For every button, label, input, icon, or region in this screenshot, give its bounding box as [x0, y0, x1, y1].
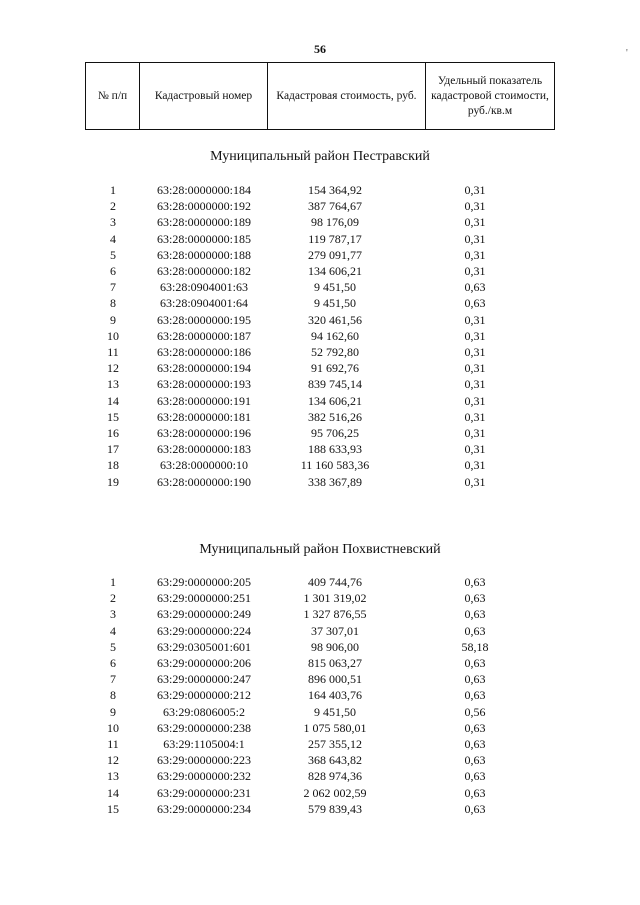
header-number: № п/п [86, 63, 140, 130]
specific-indicator: 58,18 [461, 639, 489, 654]
table-row [0, 425, 640, 441]
cadastral-number: 63:29:0000000:238 [156, 720, 251, 735]
cadastral-cost: 279 091,77 [308, 247, 362, 262]
cadastral-cost: 1 301 319,02 [303, 591, 367, 606]
cadastral-number: 63:29:0000000:251 [156, 591, 251, 606]
row-number: 4 [110, 623, 116, 638]
specific-indicator: 0,31 [464, 328, 486, 343]
cadastral-cost: 9 451,50 [314, 280, 356, 295]
table-row [0, 752, 640, 768]
table-row [0, 344, 640, 360]
specific-indicator: 0,31 [464, 409, 486, 424]
row-number: 13 [107, 769, 119, 784]
specific-indicator: 0,31 [464, 312, 486, 327]
row-number: 2 [110, 199, 116, 214]
row-number: 1 [110, 575, 116, 589]
specific-indicator: 0,31 [464, 377, 486, 392]
cadastral-cost: 839 745,14 [308, 377, 362, 392]
cadastral-cost: 828 974,36 [308, 769, 362, 784]
row-number: 8 [110, 688, 116, 703]
cadastral-number: 63:29:0000000:206 [156, 656, 251, 670]
specific-indicator: 0,63 [464, 801, 486, 816]
cadastral-cost: 1 075 580,01 [303, 720, 367, 735]
specific-indicator: 0,56 [464, 704, 486, 719]
row-number: 5 [110, 247, 116, 262]
row-number: 10 [107, 328, 119, 343]
cadastral-number: 63:29:0000000:212 [156, 688, 251, 703]
specific-indicator: 0,31 [464, 215, 486, 230]
cadastral-number: 63:28:0000000:181 [156, 409, 251, 424]
table-row [0, 441, 640, 457]
cadastral-cost: 134 606,21 [308, 393, 362, 408]
cadastral-number: 63:28:0000000:185 [156, 231, 251, 246]
column-header-table [85, 62, 555, 130]
cadastral-number: 63:28:0000000:183 [156, 442, 251, 457]
row-number: 14 [107, 785, 119, 800]
specific-indicator: 0,63 [464, 280, 486, 295]
cadastral-number: 63:29:0000000:205 [156, 575, 251, 589]
cadastral-cost: 1 327 876,55 [303, 607, 367, 622]
table-row [0, 671, 640, 687]
specific-indicator: 0,63 [464, 753, 486, 768]
row-number: 7 [110, 672, 116, 687]
specific-indicator: 0,63 [464, 575, 486, 589]
table-row [0, 376, 640, 392]
cadastral-number: 63:29:0000000:232 [156, 769, 251, 784]
cadastral-number: 63:28:0904001:63 [159, 280, 248, 295]
table-row [0, 704, 640, 720]
specific-indicator: 0,63 [464, 688, 486, 703]
cadastral-cost: 896 000,51 [308, 672, 362, 687]
cadastral-cost: 9 451,50 [314, 296, 356, 311]
table-row [0, 574, 640, 590]
table-row [0, 295, 640, 311]
specific-indicator: 0,31 [464, 231, 486, 246]
cadastral-cost: 52 792,80 [311, 345, 359, 359]
margin-mark: ' [626, 48, 628, 59]
header-cadastral-number: Кадастровый номер [140, 63, 268, 130]
cadastral-cost: 91 692,76 [311, 361, 359, 376]
row-number: 17 [107, 442, 119, 457]
cadastral-cost: 257 355,12 [308, 737, 362, 751]
table-row [0, 279, 640, 295]
row-number: 9 [110, 704, 116, 719]
specific-indicator: 0,63 [464, 769, 486, 784]
cadastral-number: 63:29:0000000:247 [156, 672, 251, 687]
table-row [0, 655, 640, 671]
specific-indicator: 0,31 [464, 426, 486, 440]
cadastral-number: 63:28:0000000:194 [156, 361, 251, 376]
row-number: 11 [107, 345, 119, 359]
table-row [0, 639, 640, 655]
table-row [0, 312, 640, 328]
cadastral-number: 63:29:0000000:234 [156, 801, 251, 816]
cadastral-cost: 154 364,92 [308, 183, 362, 197]
cadastral-number: 63:29:1105004:1 [163, 737, 245, 751]
table-row [0, 214, 640, 230]
row-number: 5 [110, 639, 116, 654]
cadastral-cost: 164 403,76 [308, 688, 362, 703]
table-row [0, 198, 640, 214]
cadastral-number: 63:28:0000000:184 [156, 183, 251, 197]
table-row [0, 457, 640, 473]
cadastral-number: 63:28:0904001:64 [159, 296, 248, 311]
table-row [0, 328, 640, 344]
cadastral-cost: 119 787,17 [308, 231, 362, 246]
row-number: 2 [110, 591, 116, 606]
table-row [0, 231, 640, 247]
cadastral-cost: 382 516,26 [308, 409, 362, 424]
cadastral-number: 63:28:0000000:191 [156, 393, 251, 408]
table-row [0, 623, 640, 639]
row-number: 8 [110, 296, 116, 311]
cadastral-cost: 2 062 002,59 [303, 785, 367, 800]
cadastral-cost: 579 839,43 [308, 801, 362, 816]
table-row [0, 182, 640, 198]
cadastral-number: 63:28:0000000:186 [156, 345, 251, 359]
specific-indicator: 0,31 [464, 264, 486, 278]
table-row [0, 247, 640, 263]
specific-indicator: 0,31 [464, 474, 486, 489]
cadastral-cost: 338 367,89 [308, 474, 362, 489]
cadastral-number: 63:28:0000000:187 [156, 328, 251, 343]
specific-indicator: 0,31 [464, 183, 486, 197]
specific-indicator: 0,31 [464, 199, 486, 214]
row-number: 9 [110, 312, 116, 327]
specific-indicator: 0,63 [464, 591, 486, 606]
table-row [0, 736, 640, 752]
cadastral-number: 63:28:0000000:188 [156, 247, 251, 262]
cadastral-number: 63:28:0000000:192 [156, 199, 251, 214]
cadastral-cost: 95 706,25 [311, 426, 359, 440]
cadastral-number: 63:29:0000000:231 [156, 785, 251, 800]
specific-indicator: 0,63 [464, 296, 486, 311]
specific-indicator: 0,63 [464, 672, 486, 687]
table-row [0, 720, 640, 736]
table-row [0, 409, 640, 425]
header-cadastral-cost: Кадастровая стоимость, руб. [268, 63, 426, 130]
row-number: 3 [110, 215, 116, 230]
cadastral-cost: 815 063,27 [308, 656, 362, 670]
table-row [0, 606, 640, 622]
cadastral-cost: 134 606,21 [308, 264, 362, 278]
row-number: 18 [107, 458, 119, 473]
row-number: 11 [107, 737, 119, 751]
row-number: 1 [110, 183, 116, 197]
table-row [0, 590, 640, 606]
specific-indicator: 0,31 [464, 345, 486, 359]
row-number: 12 [107, 753, 119, 768]
row-number: 4 [110, 231, 116, 246]
cadastral-cost: 320 461,56 [308, 312, 362, 327]
specific-indicator: 0,31 [464, 361, 486, 376]
specific-indicator: 0,63 [464, 656, 486, 670]
specific-indicator: 0,31 [464, 458, 486, 473]
page-number: 56 [314, 42, 326, 56]
row-number: 15 [107, 409, 119, 424]
row-number: 12 [107, 361, 119, 376]
table-row [0, 360, 640, 376]
row-number: 3 [110, 607, 116, 622]
cadastral-number: 63:29:0000000:223 [156, 753, 251, 768]
cadastral-cost: 9 451,50 [314, 704, 356, 719]
specific-indicator: 0,63 [464, 623, 486, 638]
specific-indicator: 0,31 [464, 393, 486, 408]
specific-indicator: 0,63 [464, 720, 486, 735]
specific-indicator: 0,31 [464, 442, 486, 457]
row-number: 15 [107, 801, 119, 816]
cadastral-number: 63:28:0000000:189 [156, 215, 251, 230]
cadastral-number: 63:28:0000000:10 [159, 458, 248, 473]
row-number: 10 [107, 720, 119, 735]
cadastral-cost: 98 906,00 [311, 639, 359, 654]
table-row [0, 801, 640, 817]
table-row [0, 768, 640, 784]
cadastral-cost: 11 160 583,36 [300, 458, 370, 473]
cadastral-number: 63:29:0000000:249 [156, 607, 251, 622]
specific-indicator: 0,63 [464, 607, 486, 622]
table-row [0, 687, 640, 703]
cadastral-cost: 98 176,09 [311, 215, 359, 230]
row-number: 13 [107, 377, 119, 392]
cadastral-number: 63:29:0806005:2 [162, 704, 245, 719]
cadastral-number: 63:28:0000000:193 [156, 377, 251, 392]
cadastral-number: 63:29:0305001:601 [156, 639, 251, 654]
section-title: Муниципальный район Пестравский [210, 149, 430, 164]
table-row [0, 263, 640, 279]
cadastral-number: 63:28:0000000:182 [156, 264, 251, 278]
cadastral-number: 63:29:0000000:224 [156, 623, 251, 638]
cadastral-cost: 188 633,93 [308, 442, 362, 457]
cadastral-number: 63:28:0000000:190 [156, 474, 251, 489]
row-number: 16 [107, 426, 119, 440]
header-specific-indicator: Удельный показатель кадастровой стоимости, руб./кв.м [426, 63, 555, 130]
cadastral-number: 63:28:0000000:196 [156, 426, 251, 440]
cadastral-cost: 368 643,82 [308, 753, 362, 768]
row-number: 14 [107, 393, 119, 408]
cadastral-cost: 94 162,60 [311, 328, 359, 343]
row-number: 7 [110, 280, 116, 295]
specific-indicator: 0,63 [464, 737, 486, 751]
table-row [0, 474, 640, 490]
specific-indicator: 0,31 [464, 247, 486, 262]
cadastral-cost: 409 744,76 [308, 575, 362, 589]
row-number: 19 [107, 474, 119, 489]
row-number: 6 [110, 264, 116, 278]
cadastral-cost: 37 307,01 [311, 623, 359, 638]
cadastral-cost: 387 764,67 [308, 199, 362, 214]
table-row [0, 393, 640, 409]
specific-indicator: 0,63 [464, 785, 486, 800]
cadastral-number: 63:28:0000000:195 [156, 312, 251, 327]
section-title: Муниципальный район Похвистневский [199, 542, 441, 557]
row-number: 6 [110, 656, 116, 670]
table-row [0, 785, 640, 801]
